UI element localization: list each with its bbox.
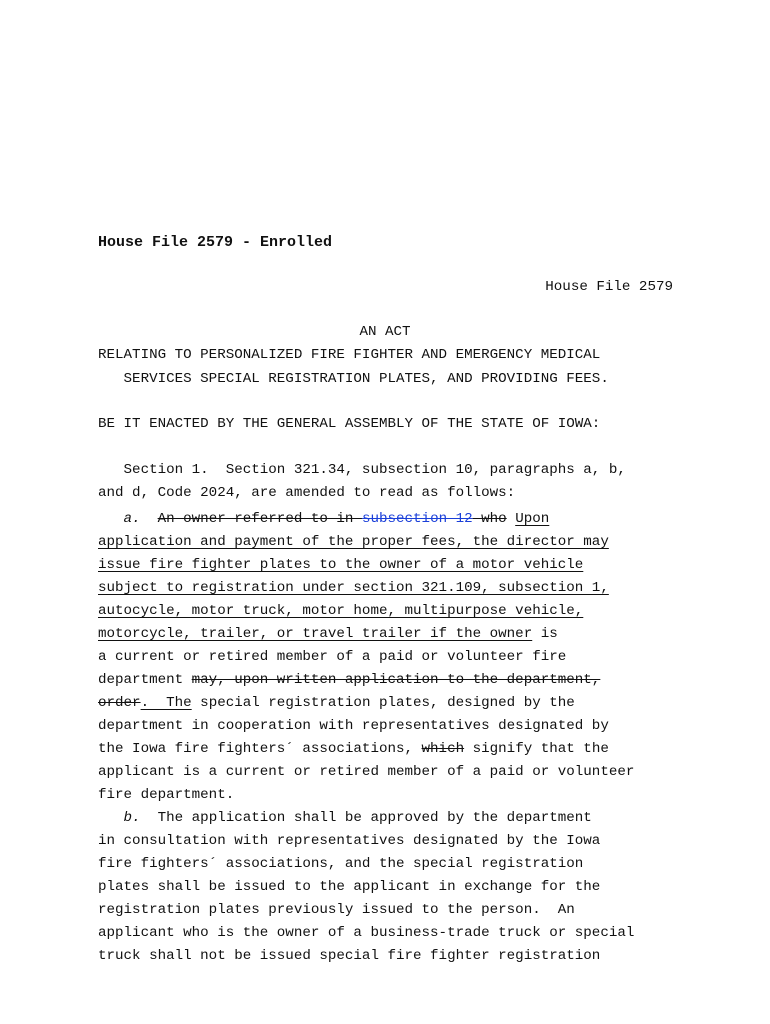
- text-line: [98, 899, 634, 922]
- text-line: [98, 577, 634, 600]
- paragraph-label: a.: [123, 511, 141, 527]
- section-intro-line: and d, Code 2024, are amended to read as follows:: [98, 485, 516, 501]
- struck-text: may, upon written application to the department,: [191, 672, 601, 688]
- act-heading: AN ACT: [359, 324, 411, 340]
- struck-text: which: [421, 741, 465, 757]
- text-line: [98, 508, 634, 531]
- inserted-text: motorcycle, trailer, or travel trailer if the owner: [98, 626, 533, 642]
- text-line: [98, 807, 634, 830]
- text-line: [98, 715, 634, 738]
- inserted-text: Upon: [515, 511, 550, 527]
- text-line: [98, 853, 634, 876]
- inserted-text: . The: [140, 695, 192, 711]
- text-segment: The application shall be approved by the department: [140, 810, 592, 826]
- house-file-reference: House File 2579: [545, 279, 673, 295]
- section-intro-line: Section 1. Section 321.34, subsection 10, paragraphs a, b,: [98, 462, 626, 478]
- inserted-text: subject to registration under section 321.109, subsection 1,: [98, 580, 609, 596]
- text-segment: [98, 511, 124, 527]
- text-line: [98, 738, 634, 761]
- paragraph-label: b.: [123, 810, 141, 826]
- struck-text: order: [98, 695, 141, 711]
- text-segment: department: [98, 672, 192, 688]
- act-title-line: RELATING TO PERSONALIZED FIRE FIGHTER AND EMERGENCY MEDICAL: [98, 347, 601, 363]
- text-line: [98, 600, 634, 623]
- inserted-text: issue fire fighter plates to the owner of a motor vehicle: [98, 557, 584, 573]
- inserted-text: autocycle, motor truck, motor home, multipurpose vehicle,: [98, 603, 584, 619]
- text-segment: department in cooperation with representatives designated by: [98, 718, 609, 734]
- text-segment: [507, 511, 516, 527]
- inserted-text: application and payment of the proper fees, the director may: [98, 534, 609, 550]
- text-segment: a current or retired member of a paid or volunteer fire: [98, 649, 567, 665]
- act-title-line: SERVICES SPECIAL REGISTRATION PLATES, AND PROVIDING FEES.: [98, 371, 609, 387]
- text-segment: in consultation with representatives designated by the Iowa: [98, 833, 601, 849]
- text-segment: fire fighters´ associations, and the special registration: [98, 856, 584, 872]
- text-segment: applicant who is the owner of a business-trade truck or special: [98, 925, 635, 941]
- struck-text: who: [472, 511, 507, 527]
- text-line: [98, 784, 634, 807]
- text-line: [98, 761, 634, 784]
- struck-text: An owner referred to in: [157, 511, 362, 527]
- text-line: [98, 554, 634, 577]
- text-segment: fire department.: [98, 787, 235, 803]
- text-segment: special registration plates, designed by the: [191, 695, 575, 711]
- text-line: [98, 922, 634, 945]
- enacting-clause: BE IT ENACTED BY THE GENERAL ASSEMBLY OF THE STATE OF IOWA:: [98, 416, 601, 432]
- text-segment: [141, 511, 158, 527]
- text-segment: plates shall be issued to the applicant in exchange for the: [98, 879, 601, 895]
- text-segment: registration plates previously issued to the person. An: [98, 902, 575, 918]
- text-line: [98, 945, 634, 968]
- text-segment: signify that the: [464, 741, 609, 757]
- text-line: [98, 876, 634, 899]
- text-segment: the Iowa fire fighters´ associations,: [98, 741, 422, 757]
- amended-text: [98, 508, 634, 968]
- text-line: [98, 830, 634, 853]
- text-segment: [98, 810, 124, 826]
- text-segment: truck shall not be issued special fire fighter registration: [98, 948, 601, 964]
- text-line: [98, 531, 634, 554]
- subsection-link[interactable]: subsection 12: [361, 511, 473, 527]
- text-line: [98, 646, 634, 669]
- text-segment: is: [532, 626, 558, 642]
- text-segment: applicant is a current or retired member of a paid or volunteer: [98, 764, 635, 780]
- text-line: [98, 623, 634, 646]
- document-title: House File 2579 - Enrolled: [98, 234, 333, 251]
- text-line: [98, 692, 634, 715]
- text-line: [98, 669, 634, 692]
